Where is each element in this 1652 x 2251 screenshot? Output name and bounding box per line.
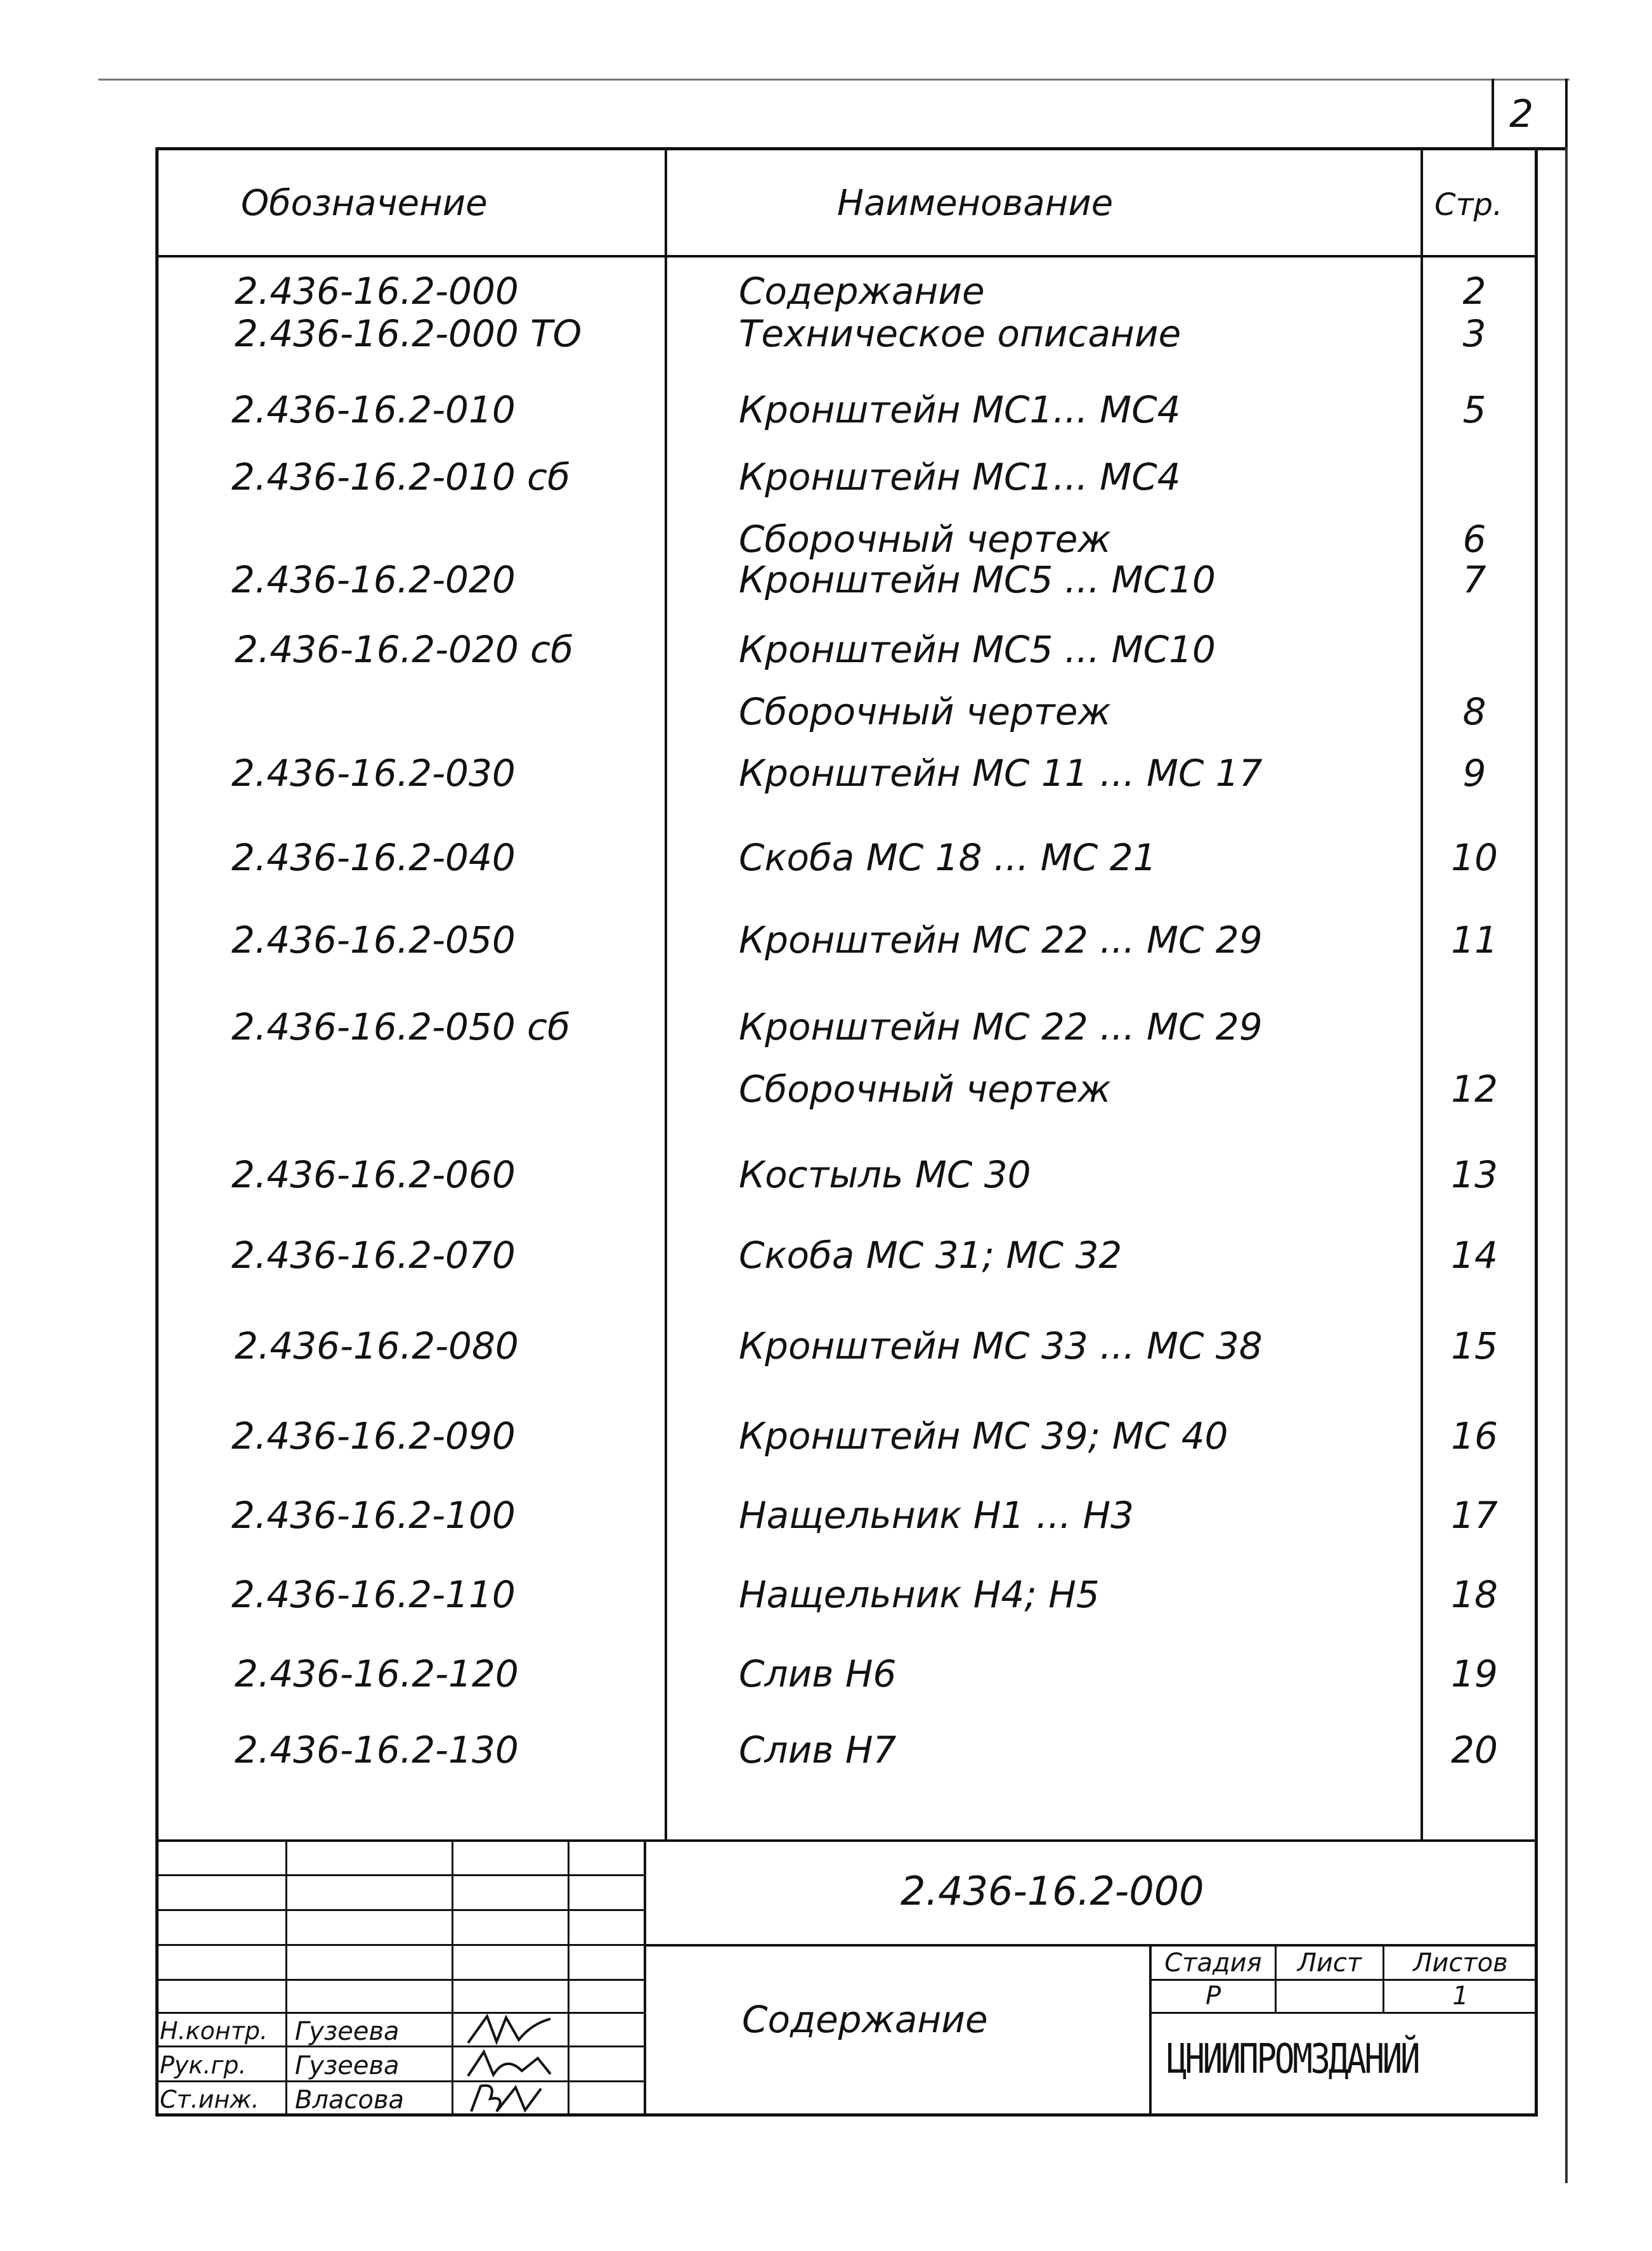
row-page: 17 (1451, 1494, 1498, 1537)
row-page: 16 (1451, 1414, 1498, 1458)
row-designation: 2.436-16.2-040 (231, 836, 516, 879)
frame-top (155, 147, 1566, 150)
row-name: Кронштейн МС 33 ... МС 38 (739, 1324, 1263, 1367)
row-page: 2 (1462, 270, 1486, 313)
row-name: Кронштейн МС 22 ... МС 29 (739, 1005, 1263, 1048)
document-title: Содержание (742, 1998, 988, 2041)
row-designation: 2.436-16.2-010 сб (231, 455, 570, 499)
row-designation: 2.436-16.2-110 (231, 1573, 516, 1616)
row-page: 7 (1462, 558, 1486, 601)
row-designation: 2.436-16.2-000 ТО (235, 312, 582, 355)
row-name: Слив Н6 (739, 1652, 897, 1695)
document-code: 2.436-16.2-000 (901, 1868, 1204, 1914)
frame-right (1535, 147, 1538, 2117)
row-designation: 2.436-16.2-050 сб (231, 1005, 570, 1048)
row-name: Кронштейн МС5 ... МС10 (739, 628, 1216, 671)
handwritten-signature (462, 2080, 557, 2118)
stamp-col-2 (452, 1839, 453, 2117)
handwritten-signature (462, 2045, 557, 2084)
row-designation: 2.436-16.2-030 (231, 752, 516, 795)
row-name: Техническое описание (739, 312, 1181, 355)
row-designation: 2.436-16.2-050 (231, 918, 516, 962)
header-name: Наименование (837, 183, 1114, 224)
row-designation: 2.436-16.2-130 (235, 1728, 519, 1771)
signature-role: Ст.инж. (160, 2085, 259, 2113)
row-name: Слив Н7 (739, 1728, 897, 1771)
stamp-grid-line (155, 1909, 644, 1911)
col-line-1 (665, 147, 667, 1842)
header-page: Стр. (1434, 187, 1503, 223)
signature-name: Гузеева (295, 2017, 400, 2046)
row-designation: 2.436-16.2-090 (231, 1414, 516, 1458)
row-designation: 2.436-16.2-060 (231, 1153, 516, 1196)
row-name: Кронштейн МС1... МС4 (739, 388, 1181, 431)
organization-name: ЦНИИПРОМЗДАНИЙ (1167, 2036, 1419, 2083)
stamp-grid-line (155, 1874, 644, 1876)
row-designation: 2.436-16.2-070 (231, 1234, 516, 1277)
tb-left-block-edge (644, 1839, 646, 2117)
stamp-grid-line (155, 2080, 644, 2082)
stamp-grid-line (155, 2012, 644, 2014)
sheet-number: 2 (1509, 92, 1534, 136)
row-name: Содержание (739, 270, 985, 313)
header-bottom-line (155, 255, 1538, 258)
row-name: Костыль МС 30 (739, 1153, 1031, 1196)
row-page: 9 (1462, 752, 1486, 795)
row-name: Кронштейн МС5 ... МС10 (739, 558, 1216, 601)
row-name-subline: Сборочный чертеж (739, 518, 1111, 561)
row-page: 3 (1462, 312, 1486, 355)
row-designation: 2.436-16.2-100 (231, 1494, 516, 1537)
row-page: 6 (1462, 518, 1486, 561)
row-page: 12 (1451, 1067, 1498, 1111)
row-designation: 2.436-16.2-010 (231, 388, 516, 431)
row-page: 14 (1451, 1234, 1498, 1277)
stamp-col-1 (285, 1839, 287, 2117)
row-name: Нащельник Н4; Н5 (739, 1573, 1100, 1616)
row-page: 13 (1451, 1153, 1498, 1196)
row-page: 5 (1462, 388, 1486, 431)
stamp-grid-line (155, 2045, 644, 2047)
sheet-label: Лист (1297, 1948, 1362, 1978)
row-name: Кронштейн МС1... МС4 (739, 455, 1181, 499)
top-rule (98, 79, 1570, 81)
row-name: Кронштейн МС 22 ... МС 29 (739, 918, 1263, 962)
row-page: 20 (1451, 1728, 1498, 1771)
row-designation: 2.436-16.2-000 (235, 270, 519, 313)
row-name-subline: Сборочный чертеж (739, 690, 1111, 733)
header-designation: Обозначение (241, 183, 488, 224)
stamp-col-3 (568, 1839, 569, 2117)
row-name: Скоба МС 31; МС 32 (739, 1234, 1122, 1277)
signature-role: Рук.гр. (160, 2051, 247, 2079)
row-page: 11 (1451, 918, 1498, 962)
col-line-2 (1421, 147, 1423, 1842)
row-name: Кронштейн МС 11 ... МС 17 (739, 752, 1263, 795)
row-name: Скоба МС 18 ... МС 21 (739, 836, 1157, 879)
signature-name: Власова (295, 2085, 405, 2115)
row-designation: 2.436-16.2-080 (235, 1324, 519, 1367)
tb-top-line (155, 1839, 1538, 1842)
signature-name: Гузеева (295, 2051, 400, 2080)
row-designation: 2.436-16.2-020 сб (235, 628, 573, 671)
row-name: Кронштейн МС 39; МС 40 (739, 1414, 1228, 1458)
row-designation: 2.436-16.2-020 (231, 558, 516, 601)
stamp-grid-line (155, 1944, 644, 1946)
stamp-grid-line (155, 1979, 644, 1981)
row-designation: 2.436-16.2-120 (235, 1652, 519, 1695)
sheet-box-right (1565, 79, 1568, 148)
row-name-subline: Сборочный чертеж (739, 1067, 1111, 1111)
tb-stage-row-line (1149, 1979, 1538, 1981)
row-page: 15 (1451, 1324, 1498, 1367)
stage-value: Р (1205, 1981, 1221, 2011)
tb-stage-value-line (1149, 2012, 1538, 2014)
row-page: 10 (1451, 836, 1498, 879)
tb-code-bottom-line (644, 1944, 1538, 1947)
row-name: Нащельник Н1 ... Н3 (739, 1494, 1135, 1537)
stage-label: Стадия (1164, 1948, 1262, 1978)
frame-right-outer (1565, 147, 1568, 2183)
row-page: 18 (1451, 1573, 1498, 1616)
frame-left (155, 147, 159, 2117)
sheets-value: 1 (1452, 1981, 1469, 2011)
sheets-label: Листов (1413, 1948, 1508, 1978)
signature-role: Н.контр. (160, 2017, 268, 2045)
sheet-box-left (1492, 79, 1494, 148)
row-page: 19 (1451, 1652, 1498, 1695)
row-page: 8 (1462, 690, 1486, 733)
handwritten-signature (462, 2011, 557, 2049)
